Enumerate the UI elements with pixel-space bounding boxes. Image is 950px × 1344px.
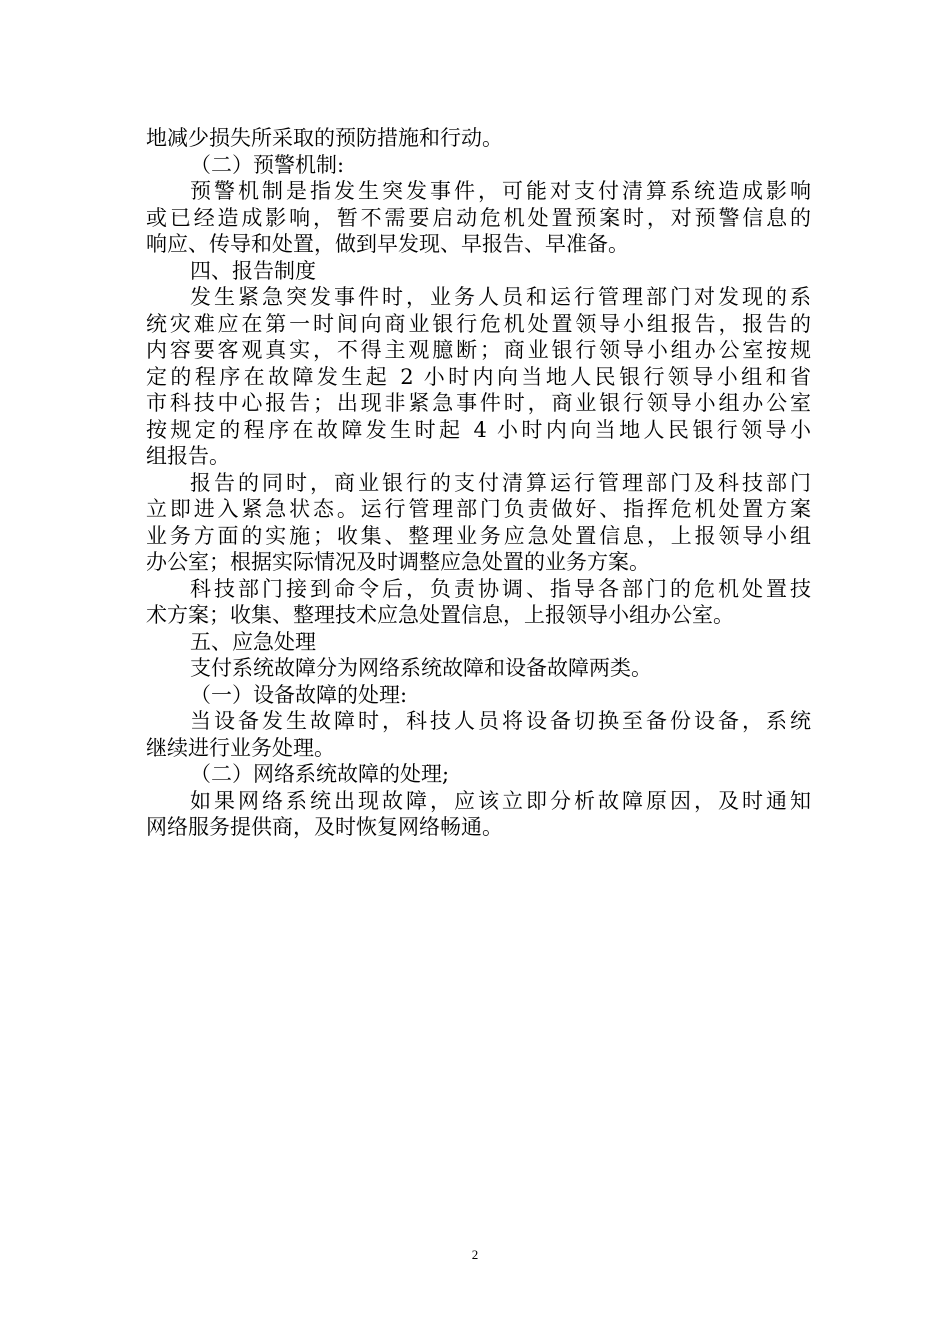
paragraph-line: 术方案；收集、整理技术应急处置信息，上报领导小组办公室。: [146, 603, 734, 627]
paragraph-line: 科技部门接到命令后，负责协调、指导各部门的危机处置技: [190, 576, 811, 601]
paragraph-line: 支付系统故障分为网络系统故障和设备故障两类。: [190, 656, 652, 680]
paragraph-line: 组报告。: [146, 444, 230, 468]
paragraph-line: 定的程序在故障发生起 2 小时内向当地人民银行领导小组和省: [146, 364, 811, 389]
section-heading: （二）网络系统故障的处理;: [190, 762, 450, 786]
paragraph-line: 市科技中心报告；出现非紧急事件时，商业银行领导小组办公室: [146, 391, 811, 415]
paragraph-line: 继续进行业务处理。: [146, 735, 335, 760]
paragraph-line: 统灾难应在第一时间向商业银行危机处置领导小组报告，报告的: [146, 311, 811, 336]
paragraph-line: 立即进入紧急状态。运行管理部门负责做好、指挥危机处置方案: [146, 497, 811, 521]
document-body: [146, 125, 811, 841]
paragraph-line: 内容要客观真实，不得主观臆断；商业银行领导小组办公室按规: [146, 338, 811, 362]
paragraph-line: 地减少损失所采取的预防措施和行动。: [146, 126, 503, 150]
page-number: 2: [471, 1247, 479, 1262]
paragraph-line: 如果网络系统出现故障，应该立即分析故障原因，及时通知: [190, 788, 811, 813]
paragraph-line: 响应、传导和处置，做到早发现、早报告、早准备。: [146, 232, 629, 256]
paragraph-line: 报告的同时，商业银行的支付清算运行管理部门及科技部门: [190, 470, 811, 495]
paragraph-line: 发生紧急突发事件时，业务人员和运行管理部门对发现的系: [190, 285, 811, 309]
paragraph-line: 或已经造成影响，暂不需要启动危机处置预案时，对预警信息的: [146, 205, 811, 230]
paragraph-line: 按规定的程序在故障发生时起 4 小时内向当地人民银行领导小: [146, 417, 811, 442]
section-heading: 四、报告制度: [190, 258, 316, 283]
section-heading: （一）设备故障的处理:: [190, 682, 408, 707]
paragraph-line: 办公室；根据实际情况及时调整应急处置的业务方案。: [146, 550, 650, 574]
paragraph-line: 当设备发生故障时，科技人员将设备切换至备份设备，系统: [190, 709, 811, 733]
section-heading: 五、应急处理: [190, 629, 316, 654]
paragraph-line: 业务方面的实施；收集、整理业务应急处置信息，上报领导小组: [146, 523, 811, 548]
paragraph-line: 网络服务提供商，及时恢复网络畅通。: [146, 815, 503, 839]
paragraph-line: 预警机制是指发生突发事件，可能对支付清算系统造成影响: [190, 179, 811, 203]
section-heading: （二）预警机制:: [190, 152, 345, 177]
